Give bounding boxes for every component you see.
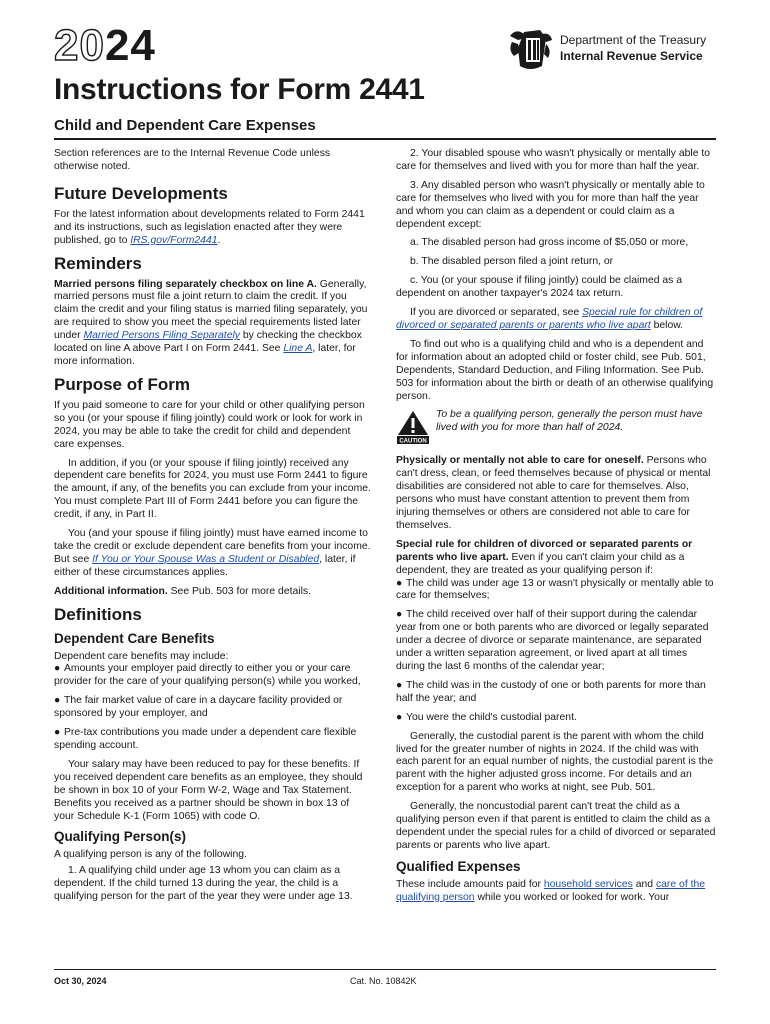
list-item bbox=[396, 609, 716, 674]
dcb-bullet-2: The fair market value of care in a daycare facility provided or sponsored by your employer, and bbox=[54, 695, 343, 720]
future-developments-paragraph bbox=[54, 209, 372, 248]
bullet-icon: ● bbox=[396, 679, 403, 691]
purpose-heading: Purpose of Form bbox=[54, 374, 191, 394]
list-item bbox=[396, 578, 716, 604]
line-a-link[interactable]: Line A bbox=[283, 343, 313, 355]
physically-paragraph bbox=[396, 455, 716, 532]
purpose-paragraph-3 bbox=[54, 528, 372, 580]
form-year bbox=[54, 22, 156, 70]
definitions-heading: Definitions bbox=[54, 604, 142, 624]
page-title: Instructions for Form 2441 bbox=[54, 73, 425, 106]
future-text: For the latest information about developments related to Form 2441 and its instructions, such as legislation enacted after they were published, go to bbox=[54, 208, 365, 246]
qp-item-c: c. You (or your spouse if filing jointly) could be claimed as a dependent on another taxpayer's 2024 tax return. bbox=[396, 275, 683, 300]
reminder-paragraph bbox=[54, 279, 372, 369]
dcb-intro: Dependent care benefits may include: bbox=[54, 650, 229, 662]
divorced-end: below. bbox=[650, 319, 684, 331]
purpose-p3-end: , later, if either of these circumstances applies. bbox=[54, 553, 356, 578]
reminders-heading: Reminders bbox=[54, 253, 142, 273]
divorced-text: If you are divorced or separated, see bbox=[410, 307, 583, 319]
agency-name bbox=[560, 32, 706, 64]
dcb-bullet-3: Pre-tax contributions you made under a dependent care flexible spending account. bbox=[54, 727, 357, 751]
dcb-bullet-1: Amounts your employer paid directly to either you or your care provider for the care of your qualifying person(s) while you worked, bbox=[54, 663, 361, 688]
qp-item-1: 1. A qualifying child under age 13 whom you can claim as a dependent. If the child turned 13 during the year, the child is a qualifying person for the part of the year they were under age 13. bbox=[54, 865, 353, 903]
reminder-lead: Married persons filing separately checkbox on line A. bbox=[54, 278, 317, 290]
reminder-text2: by checking the checkbox located on line A above Part I on Form 2441. See bbox=[54, 330, 362, 355]
year-outline-digits: 20 bbox=[54, 21, 105, 70]
custodial-paragraph-1: Generally, the custodial parent is the parent with whom the child lived for the greater number of nights in 2024. If the child was with each parent for an equal number of nights, the custodial parent is the parent with the higher adjusted gross income. For details and an exception for a parent who works at night, see Pub. 501. bbox=[396, 730, 714, 794]
bullet-icon: ● bbox=[54, 695, 61, 707]
qp-intro: A qualifying person is any of the following. bbox=[54, 849, 247, 861]
married-separately-link[interactable]: Married Persons Filing Separately bbox=[83, 330, 240, 342]
list-item bbox=[396, 712, 716, 725]
bullet-icon: ● bbox=[396, 609, 403, 621]
qualified-expenses-paragraph bbox=[396, 879, 716, 905]
caution-text: To be a qualifying person, generally the person must have lived with you for more than half of 2024. bbox=[436, 409, 703, 434]
divorced-paragraph bbox=[396, 307, 716, 333]
qp-item-b: b. The disabled person filed a joint return, or bbox=[410, 256, 614, 268]
reminder-text: Generally, married persons must file a joint return to claim the credit. If you claim the credit and your filing status is married filing separately, you are required to show you meet the special requirements listed later under bbox=[54, 278, 368, 342]
irs-form-link[interactable]: IRS.gov/Form2441 bbox=[130, 234, 218, 246]
special-rule-text: Even if you can't claim your child as a dependent, they are treated as your qualifying person if: bbox=[396, 551, 685, 576]
special-rule-paragraph bbox=[396, 539, 716, 578]
catalog-number: Cat. No. 10842K bbox=[350, 976, 417, 986]
qe-text1: These include amounts paid for bbox=[396, 878, 544, 890]
list-item bbox=[54, 727, 372, 753]
dcb-paragraph-2: Your salary may have been reduced to pay for these benefits. If you received dependent care benefits as an employee, they should be shown in box 10 of your Form W-2, Wage and Tax Statement. Benefits you received as a partner should be shown in box 13 of your Schedule K-1 (Form 1065) with code O. bbox=[54, 758, 363, 822]
list-item bbox=[396, 680, 716, 706]
physically-lead: Physically or mentally not able to care for oneself. bbox=[396, 455, 644, 467]
bullet-icon: ● bbox=[396, 577, 403, 589]
special-bullet-1: The child was under age 13 or wasn't physically or mentally able to care for themselves; bbox=[396, 577, 714, 602]
special-bullet-3: The child was in the custody of one or both parents for more than half the year; and bbox=[396, 679, 706, 704]
caution-icon bbox=[396, 409, 430, 445]
bullet-icon: ● bbox=[54, 727, 61, 739]
irs-line: Internal Revenue Service bbox=[560, 49, 703, 63]
physically-text: Persons who can't dress, clean, or feed themselves because of physical or mental disabilities are considered not able to care for themselves. Also, persons who must have constant attention to prevent them from injuring themselves or others are considered not able to care for themselves. bbox=[396, 455, 711, 531]
qe-text3: while you worked or looked for work. Your bbox=[474, 891, 670, 903]
bullet-icon: ● bbox=[396, 711, 403, 723]
additional-info-lead: Additional information. bbox=[54, 585, 168, 597]
future-end: . bbox=[217, 234, 221, 246]
footer-divider bbox=[54, 969, 716, 970]
right-column bbox=[396, 148, 716, 911]
dependent-care-benefits-heading: Dependent Care Benefits bbox=[54, 630, 215, 646]
special-rule-link[interactable]: Special rule for children of divorced or separated parents or parents who live apart bbox=[396, 307, 703, 331]
find-out-paragraph: To find out who is a qualifying child and who is a dependent and for information about an adopted child or foster child, see Pub. 501, Dependents, Standard Deduction, and Filing Information. See Pub. 503 for information about the birth or death of an otherwise qualifying person. bbox=[396, 338, 714, 402]
purpose-p3-text: You (and your spouse if filing jointly) must have earned income to take the credit or exclude dependent care benefits from your income. But see bbox=[54, 528, 371, 565]
qualified-expenses-heading: Qualified Expenses bbox=[396, 858, 521, 874]
bullet-icon: ● bbox=[54, 663, 61, 675]
purpose-paragraph-2: In addition, if you (or your spouse if filing jointly) received any dependent care benefits for 2024, you must use Form 2441 to figure the amount, if any, of the benefits you can exclude from your income. You must complete Part III of Form 2441 before you can figure the credit, if any, in Part II. bbox=[54, 457, 371, 521]
irs-eagle-logo-icon bbox=[506, 26, 554, 72]
header-divider bbox=[54, 138, 716, 140]
qp-item-3: 3. Any disabled person who wasn't physically or mentally able to care for themselves who lived with you for more than half the year and whom you can claim as a dependent or could claim as a dependent except: bbox=[396, 179, 705, 230]
special-rule-lead: Special rule for children of divorced or separated parents or parents who live apart. bbox=[396, 538, 693, 563]
left-column bbox=[54, 148, 372, 910]
household-services-link[interactable]: household services bbox=[543, 878, 633, 890]
qualifying-persons-heading: Qualifying Person(s) bbox=[54, 829, 187, 845]
intro-paragraph: Section references are to the Internal Revenue Code unless otherwise noted. bbox=[54, 148, 331, 172]
reminder-text3: , later, for more information. bbox=[54, 343, 356, 367]
custodial-paragraph-2: Generally, the noncustodial parent can't treat the child as a qualifying person even if that parent is entitled to claim the child as a dependent under the special rules for a child of divorced or separated parents or parents who live apart. bbox=[396, 801, 716, 851]
additional-info-paragraph bbox=[54, 586, 372, 599]
special-bullet-2: The child received over half of their support during the calendar year from one or both parents who are divorced or legally separated under a decree of divorce or separate maintenance, are separated under a written separation agreement, or lived apart at all times during the last 6 months of the calendar year; bbox=[396, 609, 709, 672]
qp-item-a: a. The disabled person had gross income of $5,050 or more, bbox=[410, 237, 689, 249]
department-line: Department of the Treasury bbox=[560, 33, 707, 47]
future-developments-heading: Future Developments bbox=[54, 183, 228, 203]
caution-box bbox=[396, 409, 716, 445]
qe-text2: and bbox=[632, 878, 656, 890]
caution-label: CAUTION bbox=[399, 438, 427, 445]
special-bullet-4: You were the child's custodial parent. bbox=[406, 711, 577, 723]
additional-info-text: See Pub. 503 for more details. bbox=[167, 585, 311, 597]
list-item bbox=[54, 663, 372, 689]
page-subtitle: Child and Dependent Care Expenses bbox=[54, 117, 316, 134]
revision-date: Oct 30, 2024 bbox=[54, 976, 107, 986]
care-of-qualifying-person-link[interactable]: care of the qualifying person bbox=[396, 878, 706, 903]
student-disabled-link[interactable]: If You or Your Spouse Was a Student or Disabled bbox=[92, 553, 320, 565]
purpose-paragraph-1: If you paid someone to care for your child or other qualifying person so you (or your spouse if filing jointly) could work or look for work in 2024, you may be able to take the credit for child and dependent care expenses. bbox=[54, 399, 365, 450]
list-item bbox=[54, 695, 372, 721]
qp-item-2: 2. Your disabled spouse who wasn't physically or mentally able to care for themselves and lived with you for more than half the year. bbox=[396, 148, 711, 172]
year-solid-digits: 24 bbox=[104, 21, 156, 70]
